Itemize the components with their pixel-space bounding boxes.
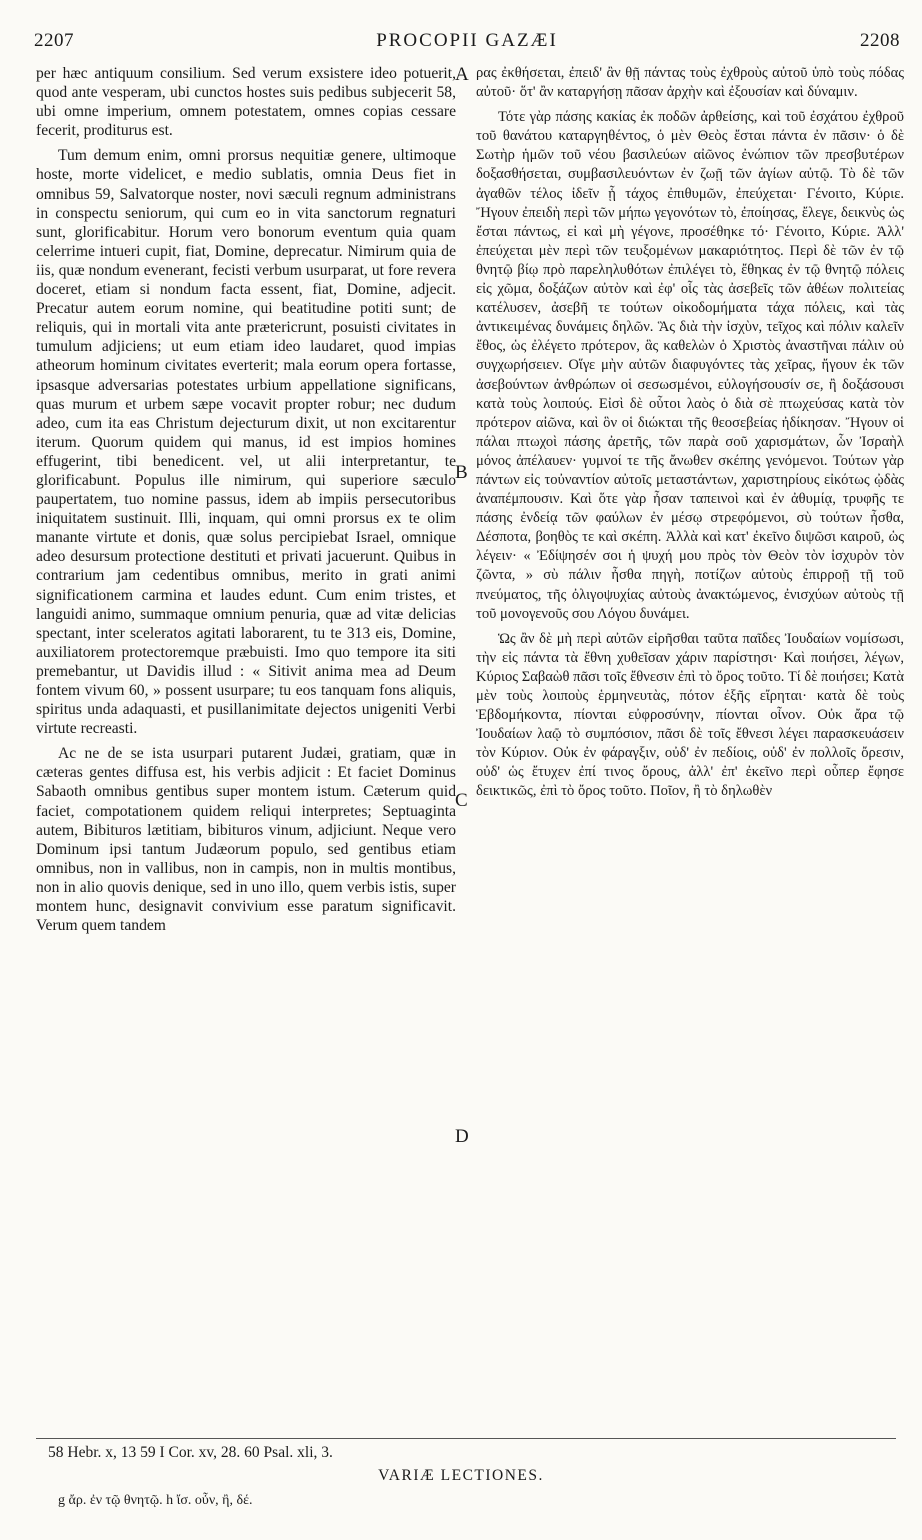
running-title: PROCOPII GAZÆI [376,30,558,51]
footnote-references: 58 Hebr. x, 13 59 I Cor. xv, 28. 60 Psal. xli, 3. [48,1444,333,1461]
section-marker-c: C [455,790,468,811]
page-header [34,30,900,60]
footnote-rule [36,1438,896,1439]
latin-paragraph-2: Tum demum enim, omni prorsus nequitiæ genere, ultimoque hoste, morte videlicet, e medio sublatis, omnia Deus fiet in omnibus 59, Salvatorque noster, novi sæculi regnum administrans in conspectu seniorum, qui cum eo in vita sanctorum regnaturi sunt, glorificabitur. Horum vero bonorum eventum quia quam celerrime intueri cupit, fiat, Domine, deprecatur. Nimirum quia de iis, quæ nondum evenerant, fecisti verbum usurparat, ut fore revera doceret, etiam si nondum facta essent, fiat, Domine, adjecit. Precatur autem eorum nomine, qui beatitudine potiti sunt; de reliquis, qui in mortali vita ante prætericrunt, posuisti civitates in tumulum adjiciens; ut eum etiam ideo laudaret, quod impias atheorum hominum civitates everterit; mala eorum opera fortasse, ipsasque adversarias potestates urbium appellatione significans, quas murum et urbem sæpe vocavit propter robur; nec dudum adeo, cum ita eas Christum dejecturum dixit, ut non excitarentur iterum. Quorum quidem qui manus, id est impios homines effugerint, tibi benedicent. vel, ut alii interpretantur, te glorificabunt. Populus ille nimirum, qui superiore sæculo paupertatem, tuo nomine passus, idem ab impiis persecutoribus iniquitatem sustinuit. Illi, inquam, qui omni prorsus ex te olim manante virtute et donis, quæ solus percipiebat Israel, omnique adeo desursum protectione destituti et privati jacuerunt. Quibus in contrarium jam cedentibus omnibus, merito in grati animi significationem carmina et laudes edunt. Cum enim tristes, et languidi animo, summaque omnium penuria, quæ ad vitæ delicias spectant, inter sceleratos agitati laborarent, tu te 313 eis, Domine, auxiliatorem protectoremque præbuisti. Imo quo tempore ita siti premebantur, ut Davidis illud : « Sitivit anima mea ad Deum fontem vivum 60, » possent usurpare; tu eos tanquam fons aliquis, spiritus unda adaquasti, et pusillanimitate dejectos unigeniti Verbi virtute recreasti. [36,147,456,738]
footnotes [36,1444,896,1462]
greek-paragraph-2: Τότε γὰρ πάσης κακίας ἐκ ποδῶν ἀρθείσης, καὶ τοῦ ἐσχάτου ἐχθροῦ τοῦ θανάτου καταργηθέντος, ὁ μὲν Θεὸς ἔσται πάντα ἐν πᾶσιν· ὁ δὲ Σωτὴρ ἡμῶν τοῦ νέου βασιλεύων αἰῶνος ἐνώπιον τῶν πρεσβυτέρων δοξασθήσεται, συμβασιλευόντων ἐν ζωῇ τῶν ἁγίων αὐτῷ. Τὸ δὲ τῶν ἀγαθῶν τέλος ἰδεῖν ᾗ τάχος ἐπιθυμῶν, ἐπεύχεται· Γένοιτο, Κύριε. Ἤγουν ἐπειδὴ περὶ τῶν μήπω γεγονότων τὸ, ἐποίησας, ἔλεγε, δεικνὺς ὡς ἔσται πάντως, εἰ καὶ μὴ γέγονε, προσέθηκε τό· Γένοιτο, Κύριε. Ἀλλ' ἐπεύχεται μὲν περὶ τῶν τευξομένων μακαριότητος. Περὶ δὲ τῶν ἐν τῷ θνητῷ βίῳ πρὸ παρεληλυθότων ἐπιλέγει τὸ, ἔθηκας ἐν τῷ θνητῷ πόλεις εἰς χῶμα, δοξάζων αὐτὸν καὶ ἐφ' οἷς τὰς ἀσεβεῖς τῶν ἀθέων πολιτείας κατέλυσεν, ἀσεβῆ τε τούτων οἰκοδομήματα τάχα πόλεις, καὶ τὰς ἀντικειμένας δυνάμεις δηλῶν. Ἃς διὰ τὴν ἰσχὺν, τεῖχος καὶ πόλιν καλεῖν ἔθος, ὡς ἐλέγετο πρότερον, ἃς καθελὼν ὁ Χριστὸς ἀναστῆναι πάλιν οὐ συγχωρήσειεν. Οἵγε μὴν αὐτῶν διαφυγόντες τὰς χεῖρας, ἤγουν ἐκ τῶν ἀσεβούντων ἀνθρώπων οἱ σεσωσμένοι, εὐλογήσουσίν σε, ἢ δοξάσουσι κατὰ τοὺς λοιπούς. Εἰσὶ δὲ οὗτοι λαὸς ὁ διὰ σὲ πτωχεύσας κατὰ τὸν πρότερον αἰῶνα, καὶ ὃν οἱ διώκται τῆς θεοσεβείας ἠδίκησαν. Ἤγουν οἱ πάλαι πτωχοὶ πάσης ἀρετῆς, τῶν παρὰ σοῦ χαρισμάτων, ὧν Ἰσραὴλ μόνος ἀπέλαυεν· γυμνοί τε τῆς ἄνωθεν σκέπης γενόμενοι. Τούτων γὰρ πάντων εἰς τοὐναντίον αὐτοῖς μεταστάντων, χαριστηρίους εἰκότως ᾠδὰς ἀναπέμπουσιν. Καὶ ὅτε γὰρ ἦσαν ταπεινοὶ καὶ ἐν ἀθυμίᾳ, τρυφῆς τε πάσης ἐνδείᾳ τῶν φαύλων ἐν μέσῳ στρεφόμενοι, σὺ τούτων ἦσθα, Δέσποτα, βοηθὸς τε καὶ σκέπη. Ἀλλὰ καὶ κατ' ἐκεῖνο διψῶσι καιροῦ, ὡς λέγειν· « Ἐδίψησέν σοι ἡ ψυχή μου πρὸς τὸν Θεὸν τὸν ἰσχυρὸν τὸν ζῶντα, » σὺ πάλιν ἦσθα πηγὴ, ποτίζων αὐτοὺς ἐπιρροῇ τῇ τοῦ πνεύματος, τῆς ὀλιγοψυχίας αὐτοὺς ἀνακτώμενος, ἐνισχύων αὐτοὺς τῇ τοῦ μονογενοῦς σου Λόγου δυνάμει. [476,109,904,622]
variae-lectiones-notes: g ἄρ. ἐν τῷ θνητῷ. h ἴσ. οὖν, ἢ, δέ. [58,1493,253,1508]
greek-paragraph-1: ρας ἐκθήσεται, ἐπειδ' ἂν θῇ πάντας τοὺς ἐχθροὺς αὐτοῦ ὑπὸ τοὺς πόδας αὐτοῦ· ὅτ' ἂν καταργήσῃ πᾶσαν ἀρχὴν καὶ ἐξουσίαν καὶ δύναμιν. [476,65,904,101]
variae-lectiones-title: VARIÆ LECTIONES. [378,1467,544,1484]
latin-paragraph-1: per hæc antiquum consilium. Sed verum exsistere ideo potuerit, quod ante vesperam, ubi cunctos hostes suis pedibus subjecerit 58, ubi omne imperium, omnem potestatem, omnes copias cessare fecerit, proditurus est. [36,65,456,140]
section-marker-d: D [455,1126,469,1147]
greek-paragraph-3: Ὡς ἂν δὲ μὴ περὶ αὐτῶν εἰρῆσθαι ταῦτα παῖδες Ἰουδαίων νομίσωσι, τὴν εἰς πάντα τὰ ἔθνη χυθεῖσαν χάριν παρίστησι· Καὶ ποιήσει, λέγων, Κύριος Σαβαὼθ πᾶσι τοῖς ἔθνεσιν ἐπὶ τὸ ὄρος τοῦτο. Τί δὲ ποιήσει; Κατὰ μὲν τοὺς λοιποὺς ἑρμηνευτὰς, πότον ἐξῆς εἴρηται· κατὰ δὲ τοὺς Ἑβδομήκοντα, πίονται εὐφροσύνην, πίονται οἶνον. Οὐκ ἄρα τῷ Ἰουδαίων λαῷ τὸ συμπόσιον, πᾶσι δὲ τοῖς ἔθνεσι λέγει παρασκευάσειν τὸν Κύριον. Οὐκ ἐν φάραγξιν, οὐδ' ἐν πεδίοις, οὐδ' ἐν πολλοῖς ὄρεσιν, οὐδ' ὡς ἔτυχεν ἐπί τινος ὄρους, ἀλλ' ἐπ' ἐκεῖνο περὶ οὗπερ ἔφησε δεικτικῶς, ἐπὶ τὸ ὄρος τοῦτο. Ποῖον, ἢ τὸ δηλωθὲν [476,630,904,800]
latin-column [36,64,456,941]
page-number-left: 2207 [34,30,74,51]
page-number-right: 2208 [860,30,900,51]
latin-paragraph-3: Ac ne de se ista usurpari putarent Judæi, gratiam, quæ in cæteras gentes diffusa est, his verbis adjicit : Et faciet Dominus Sabaoth omnibus gentibus super montem istum. Cæterum quid faciet, compotationem quidem reliqui interpretes; Septuaginta autem, Bibituros lætitiam, bibituros vinum, adjiciunt. Neque vero Dominum ipsi tantum Judæorum populo, sed gentibus etiam omnibus, non in vallibus, non in campis, non in multis montibus, non in alio quovis denique, sed in uno illo, quem verbis istis, super montem hunc, designavit convivium esse paratum significavit. Verum quem tandem [36,745,456,935]
section-marker-a: A [455,64,469,85]
section-marker-b: B [455,462,468,483]
greek-column [476,64,904,808]
